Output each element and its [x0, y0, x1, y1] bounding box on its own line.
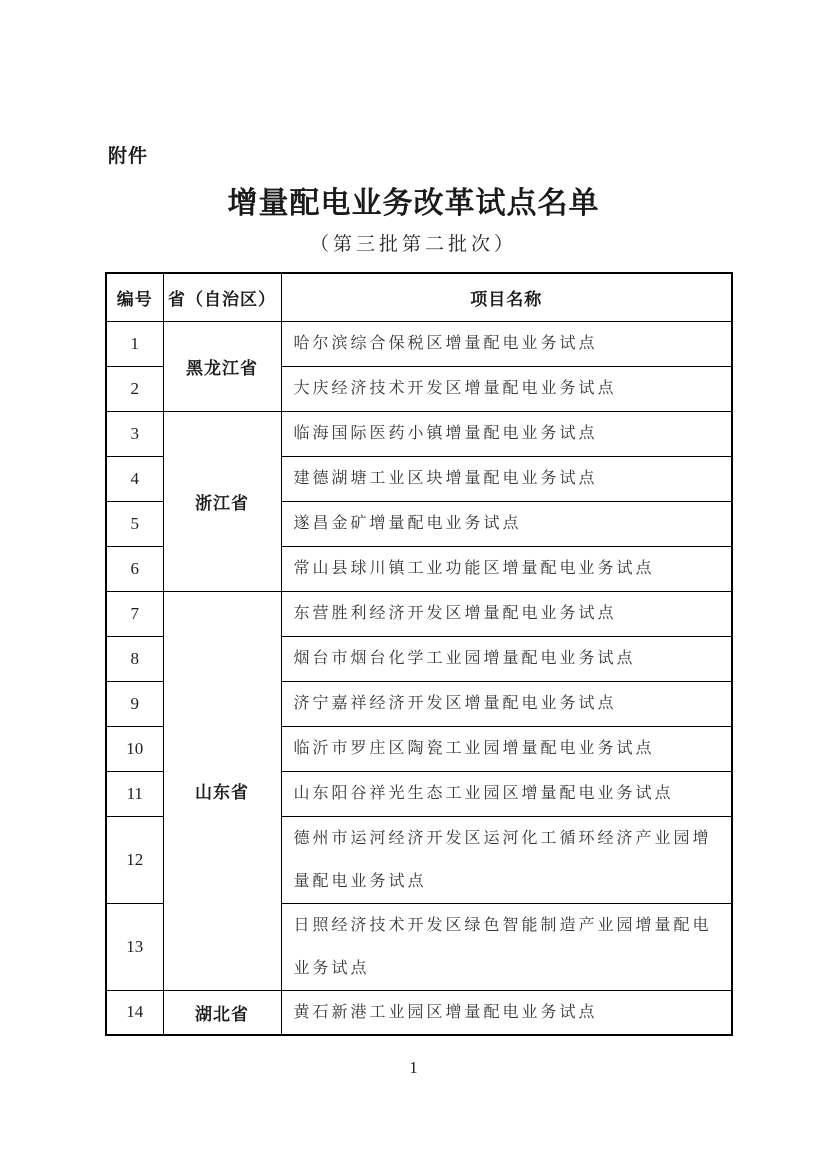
province-cell: 湖北省: [163, 990, 281, 1035]
row-number-cell: 8: [106, 636, 163, 681]
page-subtitle: （第三批第二批次）: [309, 234, 517, 255]
pilot-table-container: [105, 272, 733, 1036]
row-number-cell: 13: [106, 903, 163, 990]
row-number-cell: 1: [106, 321, 163, 366]
row-number-cell: 6: [106, 546, 163, 591]
project-name-cell: 济宁嘉祥经济开发区增量配电业务试点: [281, 681, 732, 726]
column-header-number: 编号: [106, 273, 163, 321]
page-title: 增量配电业务改革试点名单: [227, 187, 600, 220]
table-header-row: [106, 273, 732, 321]
table-row: [106, 321, 732, 366]
table-header: [106, 273, 732, 321]
project-name-cell: 临海国际医药小镇增量配电业务试点: [281, 411, 732, 456]
row-number-cell: 10: [106, 726, 163, 771]
row-number-cell: 11: [106, 771, 163, 816]
project-name-cell: 烟台市烟台化学工业园增量配电业务试点: [281, 636, 732, 681]
project-name-cell: 临沂市罗庄区陶瓷工业园增量配电业务试点: [281, 726, 732, 771]
project-name-cell: 山东阳谷祥光生态工业园区增量配电业务试点: [281, 771, 732, 816]
table-body: [106, 321, 732, 1035]
attachment-label: 附件: [108, 146, 149, 167]
project-name-cell: 建德湖塘工业区块增量配电业务试点: [281, 456, 732, 501]
province-cell: 山东省: [163, 591, 281, 990]
province-cell: 黑龙江省: [163, 321, 281, 411]
table-row: [106, 591, 732, 636]
project-name-cell: 黄石新港工业园区增量配电业务试点: [281, 990, 732, 1035]
row-number-cell: 12: [106, 816, 163, 903]
table-row: [106, 990, 732, 1035]
column-header-project: 项目名称: [281, 273, 732, 321]
row-number-cell: 2: [106, 366, 163, 411]
row-number-cell: 9: [106, 681, 163, 726]
row-number-cell: 5: [106, 501, 163, 546]
province-cell: 浙江省: [163, 411, 281, 591]
project-name-cell: 大庆经济技术开发区增量配电业务试点: [281, 366, 732, 411]
pilot-project-table: [105, 272, 733, 1036]
project-name-cell: 哈尔滨综合保税区增量配电业务试点: [281, 321, 732, 366]
page-number: 1: [409, 1058, 418, 1077]
table-row: [106, 411, 732, 456]
project-name-cell: 日照经济技术开发区绿色智能制造产业园增量配电业务试点: [281, 903, 732, 990]
project-name-cell: 德州市运河经济开发区运河化工循环经济产业园增量配电业务试点: [281, 816, 732, 903]
project-name-cell: 东营胜利经济开发区增量配电业务试点: [281, 591, 732, 636]
row-number-cell: 3: [106, 411, 163, 456]
row-number-cell: 7: [106, 591, 163, 636]
row-number-cell: 14: [106, 990, 163, 1035]
project-name-cell: 遂昌金矿增量配电业务试点: [281, 501, 732, 546]
row-number-cell: 4: [106, 456, 163, 501]
column-header-province: 省（自治区）: [163, 273, 281, 321]
project-name-cell: 常山县球川镇工业功能区增量配电业务试点: [281, 546, 732, 591]
